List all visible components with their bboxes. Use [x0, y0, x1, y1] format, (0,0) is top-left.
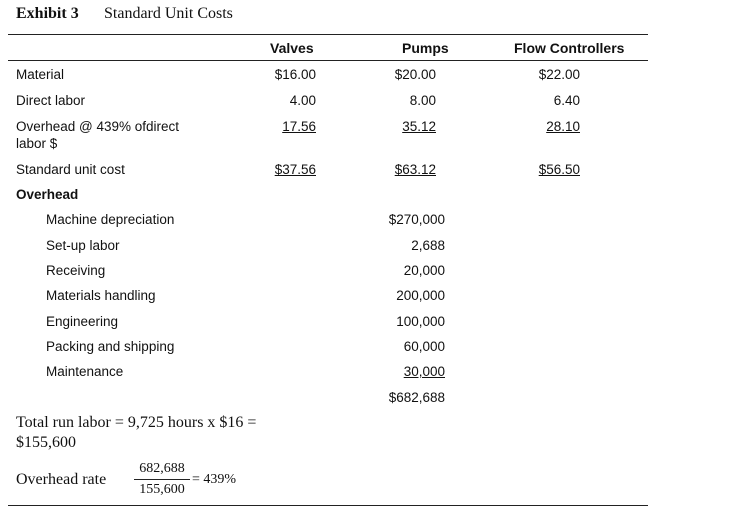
exhibit-number: Exhibit 3 — [16, 5, 79, 22]
list-item-label: Maintenance — [46, 364, 124, 379]
column-header-valves: Valves — [270, 40, 314, 56]
row-label: Standard unit cost — [16, 162, 125, 177]
cell-flow-controllers: 6.40 — [553, 93, 580, 108]
bottom-rule — [8, 505, 648, 506]
fraction-numerator: 682,688 — [134, 461, 190, 480]
list-item-label: Materials handling — [46, 288, 156, 303]
row-label-line1: Overhead @ 439% ofdirect — [16, 119, 180, 134]
row-label: Direct labor — [16, 93, 86, 108]
top-rule — [8, 34, 648, 35]
list-item-label: Machine depreciation — [46, 212, 175, 227]
list-item-value: 60,000 — [403, 339, 445, 354]
cell-valves: 17.56 — [282, 119, 316, 134]
cell-valves: 4.00 — [289, 93, 316, 108]
list-item-value: 30,000 — [403, 364, 445, 379]
fraction-denominator: 155,600 — [139, 482, 185, 497]
row-label-line2: labor $ — [16, 136, 58, 151]
list-item-value: $270,000 — [388, 212, 445, 227]
list-item-label: Set-up labor — [46, 238, 120, 253]
overhead-rate-result: = 439% — [192, 472, 237, 487]
list-item-value: 20,000 — [403, 263, 445, 278]
column-header-flow-controllers: Flow Controllers — [514, 40, 625, 56]
cell-pumps: 35.12 — [402, 119, 436, 134]
list-item-value: 100,000 — [396, 314, 445, 329]
row-label: Material — [16, 67, 65, 82]
list-item-label: Receiving — [46, 263, 106, 278]
cell-flow-controllers: $22.00 — [538, 67, 580, 82]
cell-flow-controllers: $56.50 — [538, 162, 580, 177]
cell-valves: $37.56 — [274, 162, 316, 177]
run-labor-line1: Total run labor = 9,725 hours x $16 = — [16, 414, 257, 431]
list-item-label: Packing and shipping — [46, 339, 175, 354]
header-rule — [8, 60, 648, 61]
column-header-pumps: Pumps — [402, 40, 449, 56]
cell-pumps: $63.12 — [394, 162, 436, 177]
exhibit-heading: Standard Unit Costs — [104, 5, 233, 22]
overhead-total: $682,688 — [388, 390, 445, 405]
list-item-value: 200,000 — [396, 288, 445, 303]
cell-flow-controllers: 28.10 — [546, 119, 580, 134]
run-labor-line2: $155,600 — [16, 434, 76, 451]
list-item-label: Engineering — [46, 314, 119, 329]
overhead-rate-fraction — [134, 461, 190, 498]
cell-pumps: 8.00 — [409, 93, 436, 108]
overhead-heading: Overhead — [16, 187, 79, 202]
overhead-rate-label: Overhead rate — [16, 471, 107, 488]
cell-pumps: $20.00 — [394, 67, 436, 82]
cell-valves: $16.00 — [274, 67, 316, 82]
list-item-value: 2,688 — [411, 238, 445, 253]
